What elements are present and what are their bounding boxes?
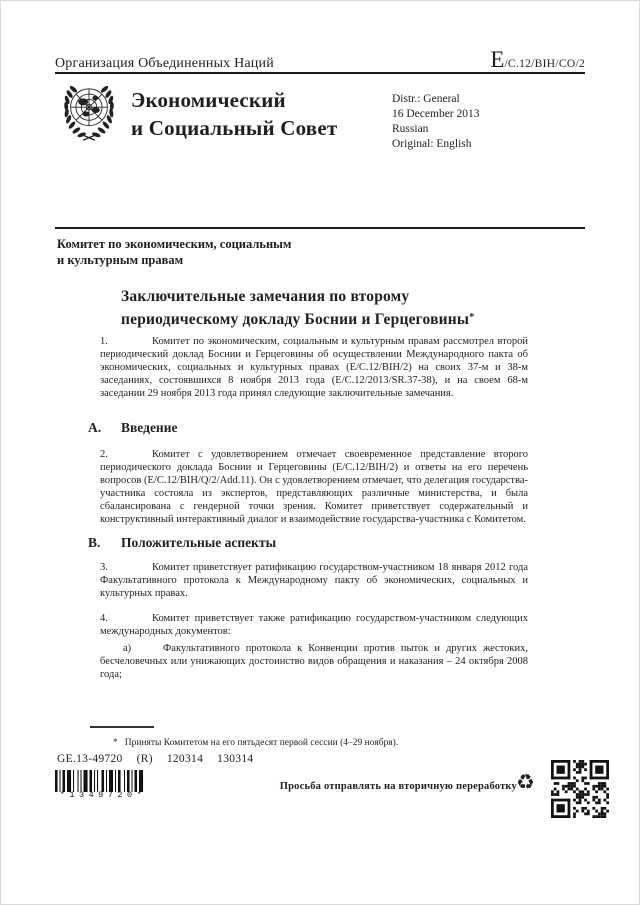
footnote-text: Приняты Комитетом на его пятьдесят первой сессии (4–29 ноября). bbox=[124, 738, 399, 748]
title-footnote-marker: * bbox=[469, 312, 475, 323]
footnote-marker: * bbox=[113, 738, 118, 748]
council-title-line2: и Социальный Совет bbox=[131, 116, 338, 140]
un-emblem-icon bbox=[54, 81, 124, 145]
distr-type: Distr.: General bbox=[392, 93, 460, 105]
page-header bbox=[55, 47, 585, 73]
section-b-title: Положительные аспекты bbox=[121, 535, 277, 550]
recycle-notice: Просьба отправлять на вторичную переработку bbox=[279, 781, 517, 792]
section-b-letter: B. bbox=[88, 535, 101, 550]
document-symbol-series: E bbox=[490, 47, 505, 72]
ge-date-1: 120314 bbox=[166, 753, 204, 765]
barcode-icon bbox=[55, 770, 151, 800]
paragraph-2-number: 2. bbox=[100, 449, 108, 460]
committee-heading bbox=[57, 236, 291, 268]
paragraph-3-number: 3. bbox=[100, 562, 108, 573]
ge-date-2: 130314 bbox=[217, 753, 254, 765]
subparagraph-a-label: a) bbox=[123, 643, 132, 654]
subparagraph-a: a) Факультативного протокола к Конвенции против пыток и других жестоких, бесчеловечных или унижающих достоинство видов обращения и наказания – 24 октября 2008 года; bbox=[100, 643, 528, 680]
qr-code-icon bbox=[551, 760, 609, 818]
section-a-heading bbox=[88, 419, 528, 437]
committee-line1: Комитет по экономическим, социальным bbox=[57, 237, 292, 251]
paragraph-1-number: 1. bbox=[100, 336, 108, 347]
footnote bbox=[113, 737, 553, 749]
paragraph-1: 1. Комитет по экономическим, социальным и культурным правам рассмотрел второй периодический доклад Боснии и Герцеговины об осуществлении Международного пакта об экономических, социальных и культурных правах (E/C.12/BIH/2) на своих 37-м и 38-м заседаниях, состоявшихся 8 ноября 2013 года (E/C.12/2013/SR.37-38), и на своем 68-м заседании 29 ноября 2013 года принял следующие заключительные замечания. bbox=[100, 336, 528, 399]
distribution-block bbox=[392, 92, 480, 152]
ge-number-line bbox=[57, 753, 267, 765]
council-title bbox=[131, 86, 337, 142]
section-a-letter: A. bbox=[88, 420, 102, 435]
distr-language: Russian bbox=[392, 123, 429, 135]
footnote-rule bbox=[90, 726, 154, 728]
distr-original: Original: English bbox=[392, 138, 472, 150]
council-title-line1: Экономический bbox=[131, 88, 286, 112]
masthead-rule bbox=[55, 227, 585, 229]
recycle-icon: ♻ bbox=[516, 770, 535, 794]
document-symbol bbox=[490, 47, 585, 73]
paragraph-4-number: 4. bbox=[100, 613, 108, 624]
ge-number: GE.13-49720 bbox=[57, 753, 123, 765]
barcode-text: *1349720* bbox=[55, 790, 151, 800]
org-name: Организация Объединенных Наций bbox=[55, 56, 274, 71]
paragraph-2: 2. Комитет с удовлетворением отмечает своевременное представление второго периодического доклада Боснии и Герцеговины (E/C.12/BIH/2) и ответы на его перечень вопросов (E/C.12/BIH/Q/2/Add.11). Он с удовлетворением отмечает, что делегация государства-участника состояла из экспертов, представляющих различные министерства, и была сбалансирована с гендерной точки зрения. Комитет приветствует содержательный и конструктивный интерактивный диалог и взаимодействие государства-участника с Комитетом. bbox=[100, 449, 528, 525]
committee-line2: и культурным правам bbox=[57, 253, 184, 267]
header-rule bbox=[55, 72, 585, 74]
document-title: Заключительные замечания по второму периодическому докладу Боснии и Герцеговины* bbox=[121, 288, 475, 328]
section-b-heading bbox=[88, 534, 528, 552]
distr-date: 16 December 2013 bbox=[392, 108, 480, 120]
document-body bbox=[88, 286, 528, 681]
ge-language-code: (R) bbox=[136, 753, 153, 765]
section-a-title: Введение bbox=[121, 420, 178, 435]
paragraph-4: 4. Комитет приветствует также ратификацию государством-участником следующих международных документов: bbox=[100, 613, 528, 637]
document-symbol-number: /C.12/BIH/CO/2 bbox=[504, 58, 585, 70]
paragraph-3: 3. Комитет приветствует ратификацию государством-участником 18 января 2012 года Факультативного протокола к Международному пакту об экономических, социальных и культурных правах. bbox=[100, 562, 528, 599]
